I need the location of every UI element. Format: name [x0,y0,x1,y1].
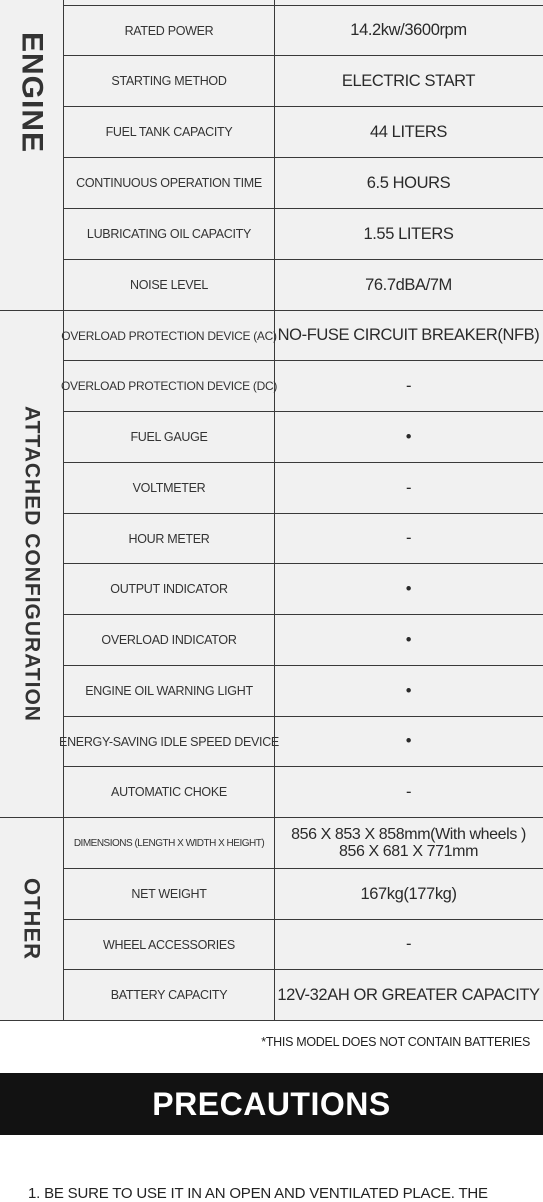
row-label: OVERLOAD PROTECTION DEVICE (DC) [60,379,278,393]
row-label: AUTOMATIC CHOKE [111,785,227,799]
row-value: • [405,630,412,649]
row-label: NET WEIGHT [131,887,207,901]
table-row [64,818,543,868]
row-label: FUEL GAUGE [130,430,208,444]
row-label: STARTING METHOD [111,74,227,88]
row-value: - [405,376,412,395]
table-row [64,6,543,55]
row-value: - [405,478,412,497]
row-label: RATED POWER [124,23,214,38]
row-label: LUBRICATING OIL CAPACITY [86,227,252,241]
row-label: BATTERY CAPACITY [110,988,228,1002]
row-value: - [405,782,412,801]
table-row [64,107,543,157]
section-engine [0,0,63,310]
row-value: • [405,579,412,598]
row-label: WHEEL ACCESSORIES [103,937,235,952]
row-label: ENERGY-SAVING IDLE SPEED DEVICE [59,734,279,749]
dimensions-with-wheels: 856 X 853 X 858mm(With wheels ) [291,826,526,843]
row-label: ENGINE OIL WARNING LIGHT [85,684,253,698]
table-row [64,666,543,716]
row-value: 167kg(177kg) [360,884,457,903]
table-row [59,717,543,766]
precaution-item: 1. BE SURE TO USE IT IN AN OPEN AND VENTILATED PLACE. THE [28,1185,488,1202]
table-bottom-border [0,1020,543,1021]
table-row [64,869,543,919]
section-other [0,818,63,1020]
row-value: • [405,732,412,750]
row-value: 6.5 HOURS [366,173,451,192]
row-value: 14.2kw/3600rpm [350,21,467,39]
table-row [64,412,543,462]
row-value: 1.55 LITERS [363,224,454,243]
table-row [64,970,543,1020]
row-label: NOISE LEVEL [130,278,208,292]
section-attached-configuration [0,311,63,817]
row-label: OUTPUT INDICATOR [110,582,228,596]
row-value: - [405,935,412,953]
row-label: HOUR METER [128,531,210,546]
battery-note: *THIS MODEL DOES NOT CONTAIN BATTERIES [261,1035,530,1049]
table-row [64,514,543,563]
table-row [64,260,543,310]
row-label: FUEL TANK CAPACITY [105,125,233,139]
section-other-title: OTHER [19,878,45,960]
row-value: • [405,681,412,700]
row-value: - [405,529,412,547]
table-row [64,767,543,817]
table-row [64,463,543,513]
table-row [61,311,543,360]
table-row [64,209,543,259]
table-row [64,920,543,969]
row-value [274,818,543,868]
row-label: VOLTMETER [132,481,206,495]
precautions-title: PRECAUTIONS [152,1085,391,1122]
precautions-header [0,1073,543,1135]
row-value: NO-FUSE CIRCUIT BREAKER(NFB) [277,326,540,344]
row-value: ELECTRIC START [341,71,476,90]
table-row [64,564,543,614]
row-label: CONTINUOUS OPERATION TIME [76,176,262,190]
row-value: • [405,427,412,446]
row-value: 12V-32AH OR GREATER CAPACITY [277,985,540,1004]
section-engine-title: ENGINE [15,32,49,154]
table-row [60,361,543,411]
section-attached-configuration-title: ATTACHED CONFIGURATION [20,406,44,722]
row-label: OVERLOAD INDICATOR [101,633,237,647]
table-row [64,158,543,208]
row-value: 76.7dBA/7M [365,275,452,294]
row-label: OVERLOAD PROTECTION DEVICE (AC) [61,328,277,343]
table-row [64,56,543,106]
dimensions-without-wheels: 856 X 681 X 771mm [338,843,479,860]
row-value: 44 LITERS [369,122,448,141]
row-label: DIMENSIONS (LENGTH X WIDTH X HEIGHT) [73,837,265,849]
table-row [64,615,543,665]
